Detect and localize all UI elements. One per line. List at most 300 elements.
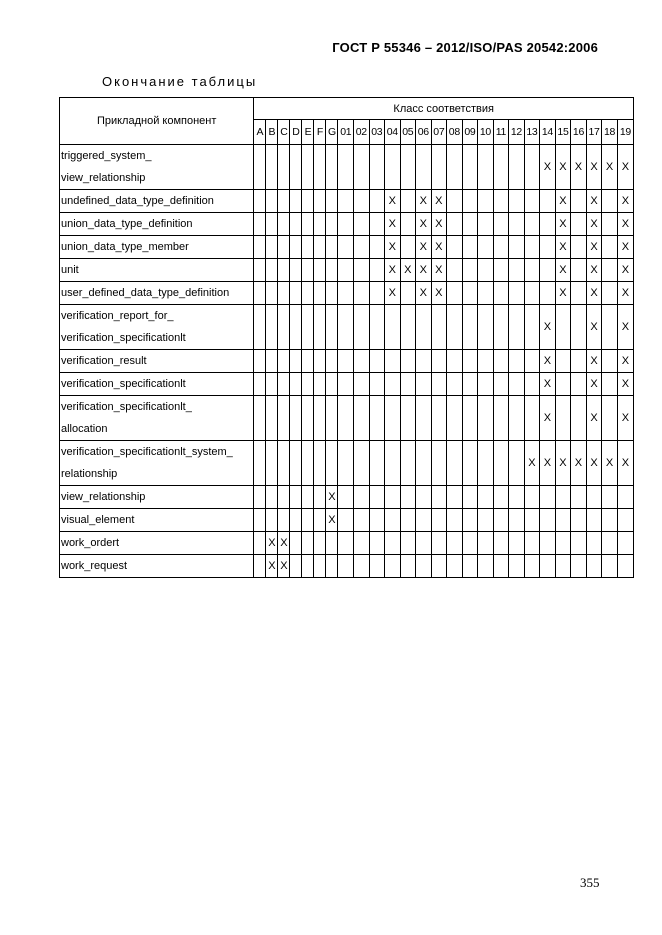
class-cell-c — [278, 555, 290, 578]
conformance-mark: X — [419, 241, 427, 253]
class-cell-g — [326, 259, 338, 282]
class-cell-13 — [524, 532, 540, 555]
class-cell-c — [278, 236, 290, 259]
class-cell-16 — [571, 441, 587, 486]
class-cell-d — [290, 305, 302, 350]
class-cell-02 — [354, 509, 370, 532]
class-cell-c — [278, 350, 290, 373]
class-cell-11 — [493, 441, 509, 486]
table-row — [60, 350, 634, 373]
class-code-e: E — [302, 120, 314, 145]
conformance-mark: X — [590, 241, 598, 253]
component-name-line: view_relationship — [61, 491, 146, 503]
class-cell-17 — [586, 396, 602, 441]
class-cell-07 — [431, 509, 447, 532]
table-continuation-title: Окончание таблицы — [102, 74, 258, 89]
class-cell-16 — [571, 282, 587, 305]
class-cell-g — [326, 305, 338, 350]
conformance-mark: X — [621, 241, 630, 253]
conformance-mark: X — [559, 287, 567, 299]
class-cell-e — [302, 373, 314, 396]
class-cell-05 — [400, 236, 416, 259]
class-cell-17 — [586, 441, 602, 486]
class-cell-05 — [400, 441, 416, 486]
class-cell-13 — [524, 259, 540, 282]
class-cell-17 — [586, 555, 602, 578]
class-cell-09 — [462, 236, 478, 259]
class-cell-b — [266, 555, 278, 578]
class-cell-f — [314, 350, 326, 373]
conformance-mark: X — [388, 241, 396, 253]
class-cell-11 — [493, 190, 509, 213]
class-cell-11 — [493, 373, 509, 396]
class-cell-06 — [416, 350, 432, 373]
class-cell-17 — [586, 509, 602, 532]
class-cell-17 — [586, 282, 602, 305]
class-cell-02 — [354, 190, 370, 213]
class-cell-g — [326, 373, 338, 396]
class-cell-12 — [509, 555, 525, 578]
class-cell-19 — [617, 190, 633, 213]
class-cell-09 — [462, 213, 478, 236]
component-name — [60, 486, 254, 509]
class-cell-07 — [431, 305, 447, 350]
class-cell-08 — [447, 190, 463, 213]
class-cell-17 — [586, 486, 602, 509]
conformance-mark: X — [388, 195, 396, 207]
class-cell-07 — [431, 350, 447, 373]
conformance-mark: X — [590, 264, 598, 276]
class-cell-17 — [586, 213, 602, 236]
conformance-mark: X — [590, 218, 598, 230]
conformance-mark: X — [435, 264, 443, 276]
conformance-mark: X — [590, 195, 598, 207]
class-cell-06 — [416, 396, 432, 441]
conformance-mark: X — [590, 457, 598, 469]
class-cell-09 — [462, 441, 478, 486]
class-cell-07 — [431, 259, 447, 282]
class-cell-10 — [478, 236, 494, 259]
class-cell-c — [278, 282, 290, 305]
conformance-mark: X — [404, 264, 412, 276]
class-cell-09 — [462, 305, 478, 350]
class-cell-08 — [447, 282, 463, 305]
class-cell-14 — [540, 509, 556, 532]
class-cell-d — [290, 532, 302, 555]
class-cell-12 — [509, 509, 525, 532]
component-column-header: Прикладной компонент — [60, 98, 254, 145]
conformance-mark: X — [621, 264, 630, 276]
class-cell-10 — [478, 555, 494, 578]
class-cell-18 — [602, 509, 618, 532]
class-cell-18 — [602, 259, 618, 282]
class-code-b: B — [266, 120, 278, 145]
component-name — [60, 441, 254, 486]
conformance-mark: X — [543, 378, 552, 390]
class-cell-b — [266, 305, 278, 350]
class-cell-03 — [369, 259, 385, 282]
table-row — [60, 396, 634, 441]
component-name — [60, 396, 254, 441]
class-cell-07 — [431, 441, 447, 486]
class-cell-16 — [571, 373, 587, 396]
conformance-mark: X — [435, 218, 443, 230]
class-cell-03 — [369, 486, 385, 509]
table-row — [60, 259, 634, 282]
conformance-mark: X — [574, 457, 583, 469]
conformance-mark: X — [419, 218, 427, 230]
class-cell-13 — [524, 236, 540, 259]
class-cell-18 — [602, 145, 618, 190]
conformance-table — [59, 97, 634, 578]
class-cell-08 — [447, 350, 463, 373]
class-cell-04 — [385, 145, 401, 190]
class-cell-08 — [447, 259, 463, 282]
class-code-07: 07 — [431, 120, 447, 145]
class-cell-08 — [447, 213, 463, 236]
conformance-mark: X — [621, 355, 630, 367]
class-cell-e — [302, 145, 314, 190]
class-cell-c — [278, 509, 290, 532]
component-name — [60, 213, 254, 236]
class-cell-03 — [369, 555, 385, 578]
class-cell-f — [314, 190, 326, 213]
class-cell-b — [266, 282, 278, 305]
class-cell-c — [278, 190, 290, 213]
class-cell-a — [254, 350, 266, 373]
class-cell-02 — [354, 236, 370, 259]
conformance-mark: X — [590, 161, 598, 173]
class-code-18: 18 — [602, 120, 618, 145]
class-cell-b — [266, 213, 278, 236]
class-code-09: 09 — [462, 120, 478, 145]
conformance-mark: X — [419, 195, 427, 207]
class-cell-07 — [431, 396, 447, 441]
class-cell-05 — [400, 259, 416, 282]
class-cell-c — [278, 213, 290, 236]
class-cell-03 — [369, 190, 385, 213]
class-cell-12 — [509, 441, 525, 486]
class-cell-d — [290, 350, 302, 373]
class-cell-11 — [493, 509, 509, 532]
table-row — [60, 373, 634, 396]
class-cell-06 — [416, 532, 432, 555]
class-cell-12 — [509, 396, 525, 441]
class-cell-13 — [524, 441, 540, 486]
class-code-10: 10 — [478, 120, 494, 145]
class-cell-19 — [617, 373, 633, 396]
class-cell-d — [290, 441, 302, 486]
class-cell-17 — [586, 350, 602, 373]
class-cell-16 — [571, 350, 587, 373]
class-column-header: Класс соответствия — [254, 98, 634, 120]
class-cell-13 — [524, 350, 540, 373]
conformance-mark: X — [543, 412, 552, 424]
class-cell-01 — [338, 305, 354, 350]
class-cell-08 — [447, 486, 463, 509]
class-cell-04 — [385, 555, 401, 578]
conformance-mark: X — [280, 537, 288, 549]
class-cell-05 — [400, 555, 416, 578]
class-cell-16 — [571, 145, 587, 190]
class-cell-a — [254, 259, 266, 282]
class-cell-18 — [602, 350, 618, 373]
class-cell-e — [302, 509, 314, 532]
conformance-mark: X — [559, 241, 567, 253]
component-name-line: verification_specificationlt_ — [61, 401, 192, 413]
class-cell-a — [254, 305, 266, 350]
class-cell-g — [326, 145, 338, 190]
class-cell-15 — [555, 532, 571, 555]
class-code-15: 15 — [555, 120, 571, 145]
class-cell-g — [326, 213, 338, 236]
class-cell-13 — [524, 282, 540, 305]
class-cell-17 — [586, 532, 602, 555]
class-cell-05 — [400, 486, 416, 509]
conformance-mark: X — [590, 321, 598, 333]
table-row — [60, 305, 634, 350]
class-cell-a — [254, 396, 266, 441]
class-cell-10 — [478, 190, 494, 213]
component-name-line: user_defined_data_type_definition — [61, 287, 230, 299]
class-cell-09 — [462, 259, 478, 282]
class-cell-d — [290, 486, 302, 509]
document-header: ГОСТ Р 55346 – 2012/ISO/PAS 20542:2006 — [332, 40, 598, 55]
class-cell-16 — [571, 305, 587, 350]
class-cell-04 — [385, 305, 401, 350]
class-cell-c — [278, 373, 290, 396]
class-cell-01 — [338, 486, 354, 509]
class-cell-03 — [369, 145, 385, 190]
class-cell-13 — [524, 145, 540, 190]
class-cell-19 — [617, 282, 633, 305]
class-cell-17 — [586, 145, 602, 190]
class-cell-04 — [385, 441, 401, 486]
conformance-mark: X — [621, 378, 630, 390]
class-cell-d — [290, 373, 302, 396]
conformance-mark: X — [559, 218, 567, 230]
class-cell-14 — [540, 532, 556, 555]
class-cell-b — [266, 145, 278, 190]
class-cell-19 — [617, 236, 633, 259]
class-cell-12 — [509, 282, 525, 305]
class-cell-f — [314, 555, 326, 578]
class-cell-10 — [478, 532, 494, 555]
class-cell-03 — [369, 236, 385, 259]
class-cell-19 — [617, 441, 633, 486]
class-code-c: C — [278, 120, 290, 145]
class-cell-09 — [462, 396, 478, 441]
class-cell-02 — [354, 350, 370, 373]
table-row — [60, 145, 634, 190]
conformance-mark: X — [590, 378, 598, 390]
class-cell-04 — [385, 259, 401, 282]
conformance-mark: X — [621, 321, 630, 333]
class-cell-15 — [555, 190, 571, 213]
class-cell-d — [290, 396, 302, 441]
class-cell-08 — [447, 305, 463, 350]
conformance-mark: X — [590, 287, 598, 299]
conformance-mark: X — [605, 161, 614, 173]
class-cell-e — [302, 282, 314, 305]
class-cell-13 — [524, 305, 540, 350]
class-cell-b — [266, 441, 278, 486]
class-cell-03 — [369, 509, 385, 532]
class-cell-09 — [462, 555, 478, 578]
class-cell-15 — [555, 373, 571, 396]
class-cell-08 — [447, 555, 463, 578]
conformance-mark: X — [559, 264, 567, 276]
class-code-d: D — [290, 120, 302, 145]
class-cell-c — [278, 532, 290, 555]
conformance-mark: X — [543, 457, 552, 469]
class-cell-b — [266, 396, 278, 441]
class-cell-g — [326, 282, 338, 305]
class-cell-b — [266, 190, 278, 213]
class-cell-16 — [571, 555, 587, 578]
class-cell-08 — [447, 373, 463, 396]
conformance-mark: X — [328, 491, 336, 503]
class-cell-19 — [617, 396, 633, 441]
class-cell-12 — [509, 145, 525, 190]
class-code-01: 01 — [338, 120, 354, 145]
class-cell-11 — [493, 555, 509, 578]
class-cell-f — [314, 305, 326, 350]
class-cell-09 — [462, 190, 478, 213]
class-cell-04 — [385, 373, 401, 396]
class-cell-09 — [462, 532, 478, 555]
class-cell-c — [278, 486, 290, 509]
class-cell-14 — [540, 305, 556, 350]
class-cell-05 — [400, 509, 416, 532]
class-cell-d — [290, 555, 302, 578]
class-cell-14 — [540, 213, 556, 236]
class-cell-04 — [385, 350, 401, 373]
class-code-g: G — [326, 120, 338, 145]
class-cell-02 — [354, 396, 370, 441]
class-cell-12 — [509, 259, 525, 282]
class-cell-18 — [602, 555, 618, 578]
class-cell-17 — [586, 236, 602, 259]
class-code-19: 19 — [617, 120, 633, 145]
class-cell-07 — [431, 236, 447, 259]
class-cell-a — [254, 373, 266, 396]
class-cell-03 — [369, 373, 385, 396]
class-cell-19 — [617, 509, 633, 532]
conformance-mark: X — [590, 412, 598, 424]
class-cell-b — [266, 509, 278, 532]
class-cell-e — [302, 396, 314, 441]
component-name-line: unit — [61, 264, 79, 276]
class-cell-f — [314, 396, 326, 441]
class-cell-08 — [447, 236, 463, 259]
class-cell-05 — [400, 373, 416, 396]
conformance-mark: X — [543, 355, 552, 367]
class-cell-01 — [338, 282, 354, 305]
class-cell-15 — [555, 259, 571, 282]
class-cell-f — [314, 509, 326, 532]
class-cell-15 — [555, 236, 571, 259]
class-cell-b — [266, 259, 278, 282]
class-cell-f — [314, 213, 326, 236]
class-cell-19 — [617, 213, 633, 236]
conformance-mark: X — [559, 457, 567, 469]
class-cell-a — [254, 190, 266, 213]
class-cell-g — [326, 396, 338, 441]
class-cell-a — [254, 509, 266, 532]
class-cell-03 — [369, 396, 385, 441]
table-row — [60, 190, 634, 213]
class-cell-c — [278, 396, 290, 441]
class-cell-17 — [586, 259, 602, 282]
class-cell-e — [302, 190, 314, 213]
class-cell-02 — [354, 441, 370, 486]
class-cell-19 — [617, 350, 633, 373]
class-cell-f — [314, 259, 326, 282]
class-cell-10 — [478, 145, 494, 190]
class-cell-g — [326, 532, 338, 555]
class-cell-02 — [354, 305, 370, 350]
class-cell-10 — [478, 373, 494, 396]
class-cell-04 — [385, 486, 401, 509]
class-cell-14 — [540, 486, 556, 509]
class-cell-12 — [509, 213, 525, 236]
class-cell-04 — [385, 396, 401, 441]
class-cell-e — [302, 259, 314, 282]
class-cell-01 — [338, 509, 354, 532]
class-cell-11 — [493, 282, 509, 305]
class-cell-02 — [354, 145, 370, 190]
class-cell-a — [254, 486, 266, 509]
class-cell-b — [266, 236, 278, 259]
class-cell-g — [326, 190, 338, 213]
class-cell-06 — [416, 145, 432, 190]
class-cell-18 — [602, 486, 618, 509]
class-cell-09 — [462, 486, 478, 509]
class-cell-13 — [524, 373, 540, 396]
conformance-mark: X — [543, 321, 552, 333]
class-cell-b — [266, 350, 278, 373]
class-cell-06 — [416, 236, 432, 259]
page-number: 355 — [580, 875, 600, 890]
class-cell-19 — [617, 532, 633, 555]
class-cell-14 — [540, 350, 556, 373]
class-cell-18 — [602, 305, 618, 350]
class-cell-15 — [555, 486, 571, 509]
class-cell-09 — [462, 373, 478, 396]
conformance-mark: X — [268, 560, 276, 572]
class-cell-02 — [354, 373, 370, 396]
class-cell-15 — [555, 145, 571, 190]
class-cell-c — [278, 259, 290, 282]
class-cell-14 — [540, 282, 556, 305]
class-cell-04 — [385, 282, 401, 305]
conformance-mark: X — [605, 457, 614, 469]
class-cell-f — [314, 373, 326, 396]
class-cell-15 — [555, 555, 571, 578]
class-cell-e — [302, 486, 314, 509]
conformance-mark: X — [388, 287, 396, 299]
class-cell-05 — [400, 282, 416, 305]
class-cell-14 — [540, 373, 556, 396]
class-cell-16 — [571, 486, 587, 509]
class-cell-16 — [571, 509, 587, 532]
class-cell-11 — [493, 259, 509, 282]
class-cell-15 — [555, 305, 571, 350]
class-cell-01 — [338, 532, 354, 555]
class-cell-c — [278, 441, 290, 486]
conformance-mark: X — [621, 412, 630, 424]
